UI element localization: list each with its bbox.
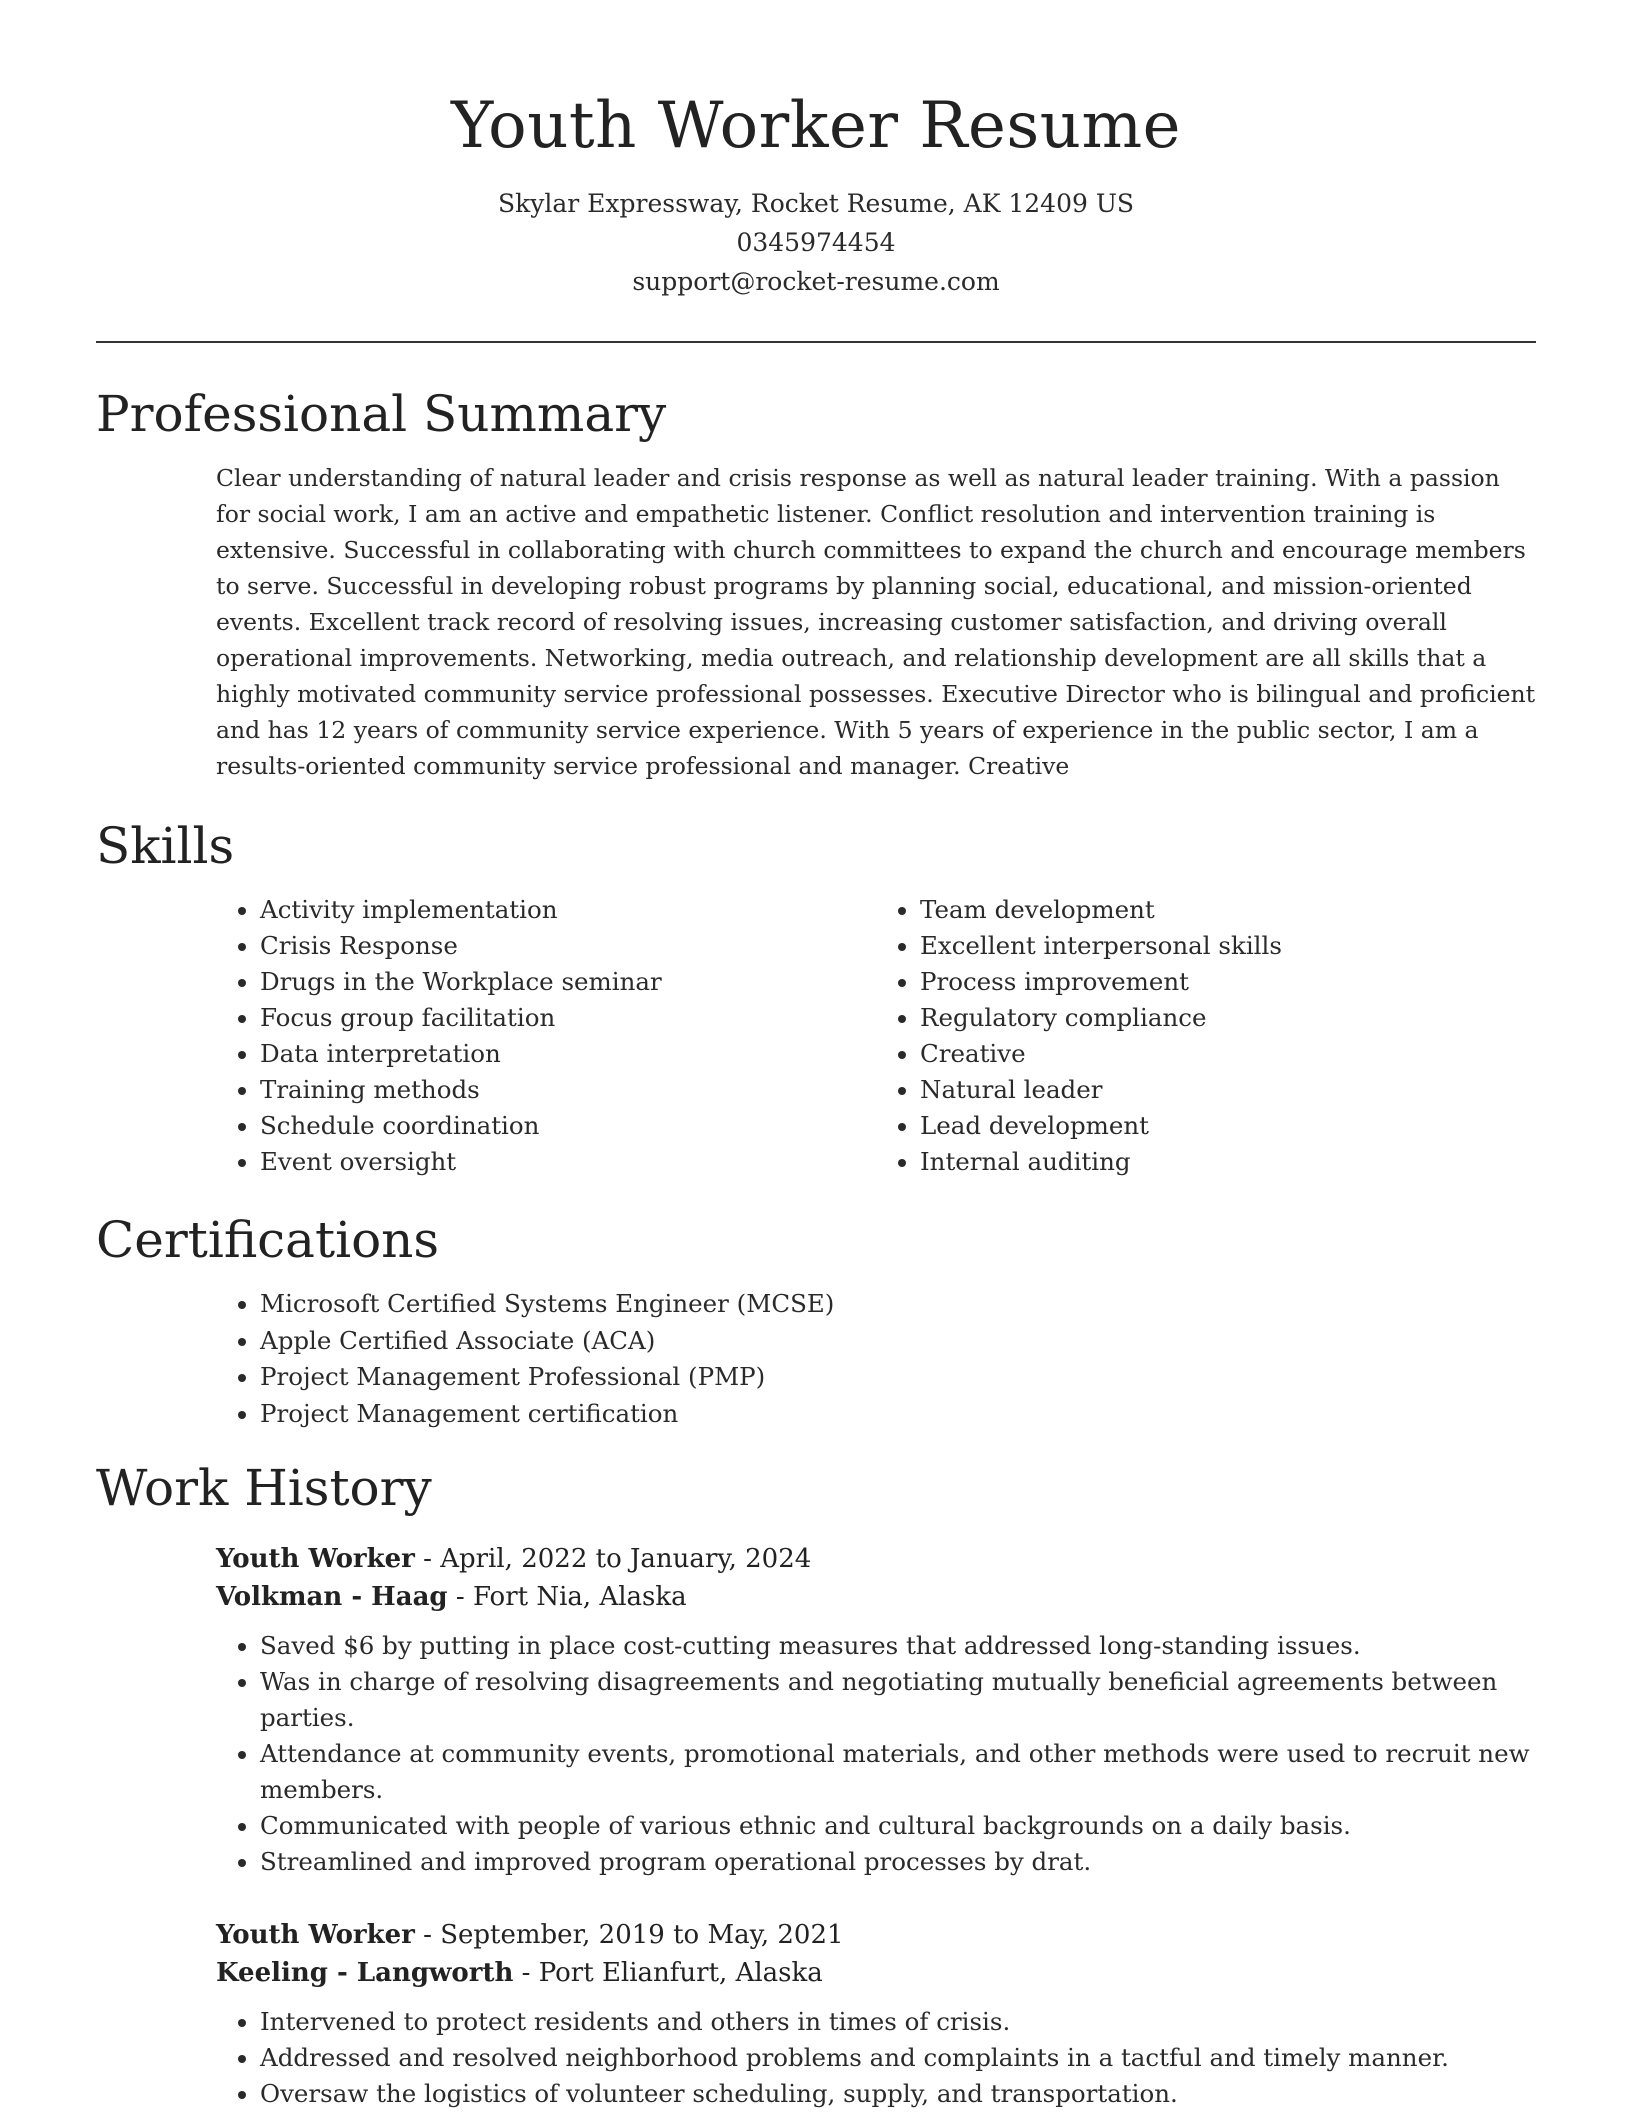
certifications-list (216, 1286, 1536, 1432)
job-title: Youth Worker (216, 1920, 415, 1950)
skill-item: • Data interpretation (260, 1036, 876, 1072)
summary-heading: Professional Summary (96, 385, 667, 443)
job-location: - Port Elianfurt, Alaska (513, 1958, 823, 1988)
job-dates: - April, 2022 to January, 2024 (414, 1544, 812, 1574)
certification-item: • Project Management certification (260, 1396, 1536, 1433)
skill-item: • Regulatory compliance (920, 1000, 1536, 1036)
responsibility-item: • Communicated with people of various ethnic and cultural backgrounds on a daily basis. (260, 1808, 1536, 1844)
contact-info (0, 184, 1632, 301)
certification-item: • Apple Certified Associate (ACA) (260, 1323, 1536, 1360)
job-company: Keeling - Langworth (216, 1958, 514, 1988)
contact-email: support@rocket-resume.com (632, 267, 1000, 296)
skill-item: • Creative (920, 1036, 1536, 1072)
job-responsibilities (216, 2004, 1536, 2112)
skill-item: • Team development (920, 892, 1536, 928)
skills-column-right (876, 892, 1536, 1180)
skill-item: • Crisis Response (260, 928, 876, 964)
skills-column-left (216, 892, 876, 1180)
job-company-line (216, 1578, 1536, 1616)
skill-item: • Drugs in the Workplace seminar (260, 964, 876, 1000)
certifications-section (96, 1204, 1536, 1432)
skill-item: • Training methods (260, 1072, 876, 1108)
certification-item: • Project Management Professional (PMP) (260, 1359, 1536, 1396)
job-location: - Fort Nia, Alaska (447, 1582, 687, 1612)
skill-item: • Schedule coordination (260, 1108, 876, 1144)
certification-item: • Microsoft Certified Systems Engineer (MCSE) (260, 1286, 1536, 1323)
work-history-section (96, 1452, 1536, 2112)
skill-item: • Excellent interpersonal skills (920, 928, 1536, 964)
job-company-line (216, 1954, 1536, 1992)
job-company: Volkman - Haag (216, 1582, 448, 1612)
job-title: Youth Worker (216, 1544, 415, 1574)
skills-heading: Skills (96, 817, 235, 875)
skill-item: • Event oversight (260, 1144, 876, 1180)
job-title-line (216, 1540, 1536, 1578)
job-dates: - September, 2019 to May, 2021 (414, 1920, 844, 1950)
resume-header (0, 0, 1632, 301)
summary-section (96, 378, 1536, 784)
responsibility-item: • Addressed and resolved neighborhood problems and complaints in a tactful and timely manner. (260, 2040, 1536, 2076)
job-title-line (216, 1916, 1536, 1954)
work-history-heading: Work History (96, 1459, 432, 1517)
skills-grid (216, 892, 1536, 1180)
responsibility-item: • Was in charge of resolving disagreements and negotiating mutually beneficial agreements between parties. (260, 1664, 1536, 1736)
job-entry (216, 1540, 1536, 1880)
resume-title: Youth Worker Resume (450, 89, 1182, 163)
skill-item: • Internal auditing (920, 1144, 1536, 1180)
responsibility-item: • Intervened to protect residents and others in times of crisis. (260, 2004, 1536, 2040)
job-entry (216, 1916, 1536, 2112)
skill-item: • Focus group facilitation (260, 1000, 876, 1036)
responsibility-item: • Attendance at community events, promotional materials, and other methods were used to recruit new members. (260, 1736, 1536, 1808)
responsibility-item: • Streamlined and improved program operational processes by drat. (260, 1844, 1536, 1880)
skill-item: • Activity implementation (260, 892, 876, 928)
resume-content (96, 378, 1536, 2112)
certifications-heading: Certifications (96, 1211, 440, 1269)
contact-phone: 0345974454 (736, 228, 896, 257)
header-divider (96, 341, 1536, 343)
job-responsibilities (216, 1628, 1536, 1880)
skills-section (96, 810, 1536, 1180)
skill-item: • Natural leader (920, 1072, 1536, 1108)
skill-item: • Process improvement (920, 964, 1536, 1000)
summary-text: Clear understanding of natural leader and crisis response as well as natural leader training. With a passion for social work, I am an active and empathetic listener. Conflict resolution and intervention training is extensive. Successful in collaborating with church committees to expand the church and encourage members to serve. Successful in developing robust programs by planning social, educational, and mission-oriented events. Excellent track record of resolving issues, increasing customer satisfaction, and driving overall operational improvements. Networking, media outreach, and relationship development are all skills that a highly motivated community service professional possesses. Executive Director who is bilingual and proficient and has 12 years of community service experience. With 5 years of experience in the public sector, I am a results-oriented community service professional and manager. Creative (216, 464, 1536, 780)
contact-address: Skylar Expressway, Rocket Resume, AK 12409 US (497, 189, 1135, 218)
responsibility-item: • Oversaw the logistics of volunteer scheduling, supply, and transportation. (260, 2076, 1536, 2112)
skill-item: • Lead development (920, 1108, 1536, 1144)
responsibility-item: • Saved $6 by putting in place cost-cutting measures that addressed long-standing issues. (260, 1628, 1536, 1664)
